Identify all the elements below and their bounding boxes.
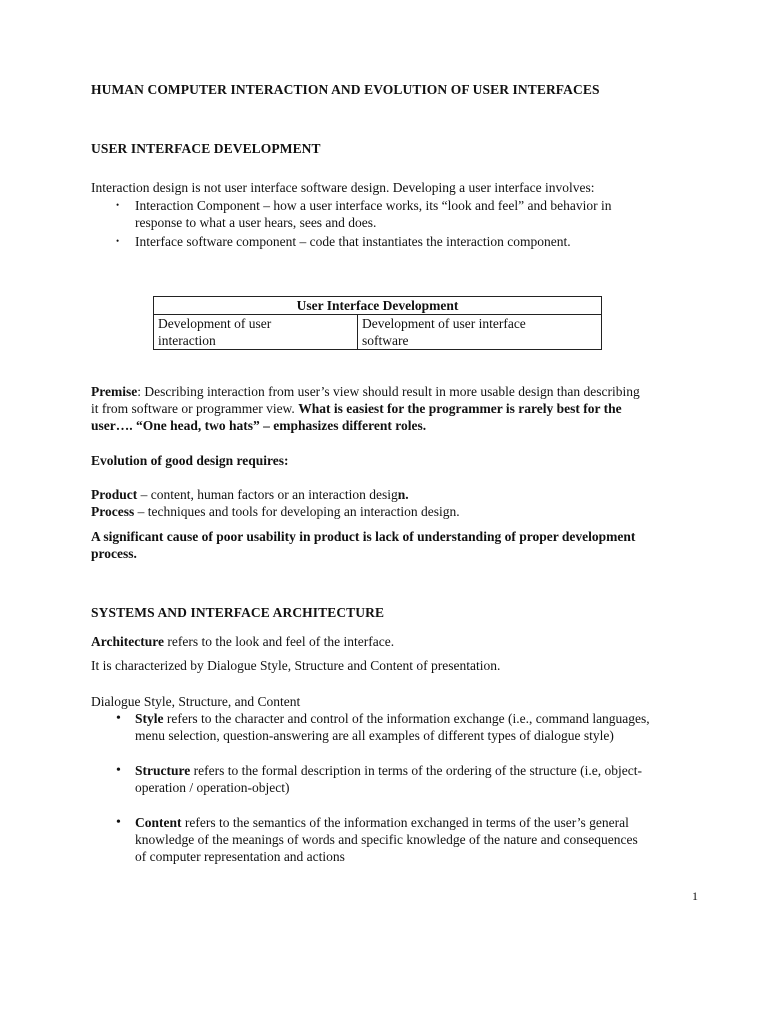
style-bullet-line1 — [135, 710, 650, 727]
table-cell-software — [358, 315, 602, 350]
process-text: – techniques and tools for developing an interaction design. — [134, 504, 460, 519]
bullet-interaction-component-line1: Interaction Component – how a user interface works, its “look and feel” and behavior in — [135, 198, 612, 213]
content-bullet-line1 — [135, 814, 629, 831]
bullet-dot: • — [116, 815, 121, 830]
premise-label: Premise — [91, 384, 138, 399]
premise-line1 — [91, 383, 640, 400]
content-text: refers to the semantics of the information exchanged in terms of the user’s general — [181, 815, 629, 830]
ui-development-table — [153, 296, 602, 350]
process-label: Process — [91, 504, 135, 519]
product-label: Product — [91, 487, 138, 502]
table-cell-line: Development of user — [158, 316, 272, 331]
bullet-dot: • — [116, 200, 120, 210]
table-row — [154, 315, 602, 350]
style-bullet-line2: menu selection, question-answering are all examples of different types of dialogue style) — [135, 728, 614, 743]
structure-bullet-line1 — [135, 762, 642, 779]
bullet-dot: • — [116, 763, 121, 778]
cause-line2: process. — [91, 546, 137, 561]
structure-bullet-line2: operation / operation-object) — [135, 780, 290, 795]
product-text: – content, human factors or an interaction desig — [137, 487, 398, 502]
premise-line3: user…. “One head, two hats” – emphasizes different roles. — [91, 418, 427, 433]
content-label: Content — [135, 815, 182, 830]
premise-emphasis: What is easiest for the programmer is rarely best for the — [298, 401, 622, 416]
style-text: refers to the character and control of the information exchange (i.e., command languages, — [163, 711, 650, 726]
product-tail: n. — [397, 487, 409, 502]
document-title: HUMAN COMPUTER INTERACTION AND EVOLUTION OF USER INTERFACES — [91, 82, 600, 97]
architecture-label: Architecture — [91, 634, 164, 649]
intro-paragraph: Interaction design is not user interface software design. Developing a user interface involves: — [91, 180, 595, 195]
dialogue-style-heading: Dialogue Style, Structure, and Content — [91, 694, 301, 709]
content-bullet-line2: knowledge of the meanings of words and specific knowledge of the nature and consequences — [135, 832, 638, 847]
evolution-heading: Evolution of good design requires: — [91, 453, 289, 468]
section-heading-ui-development: USER INTERFACE DEVELOPMENT — [91, 141, 321, 156]
premise-text: it from software or programmer view. — [91, 401, 299, 416]
architecture-line — [91, 633, 394, 650]
characterized-line: It is characterized by Dialogue Style, Structure and Content of presentation. — [91, 658, 501, 673]
bullet-interaction-component-line2: response to what a user hears, sees and does. — [135, 215, 377, 230]
table-cell-interaction — [154, 315, 358, 350]
architecture-text: refers to the look and feel of the interface. — [163, 634, 395, 649]
table-cell-line: Development of user interface — [362, 316, 526, 331]
process-line — [91, 503, 460, 520]
bullet-dot: • — [116, 711, 121, 726]
premise-text: : Describing interaction from user’s view should result in more usable design than describing — [137, 384, 640, 399]
structure-label: Structure — [135, 763, 191, 778]
bullet-dot: • — [116, 236, 120, 246]
content-bullet-line3: of computer representation and actions — [135, 849, 345, 864]
cause-line1: A significant cause of poor usability in product is lack of understanding of proper development — [91, 529, 636, 544]
product-line — [91, 486, 409, 503]
table-cell-line: interaction — [158, 333, 216, 348]
structure-text: refers to the formal description in terms of the ordering of the structure (i.e, object- — [190, 763, 642, 778]
bullet-interface-software-component: Interface software component – code that instantiates the interaction component. — [135, 234, 571, 249]
table-header-cell: User Interface Development — [154, 297, 602, 315]
premise-line2 — [91, 400, 622, 417]
style-label: Style — [135, 711, 164, 726]
table-cell-line: software — [362, 333, 409, 348]
section-heading-architecture: SYSTEMS AND INTERFACE ARCHITECTURE — [91, 605, 385, 620]
page-number: 1 — [692, 889, 698, 903]
table-header-row — [154, 297, 602, 315]
